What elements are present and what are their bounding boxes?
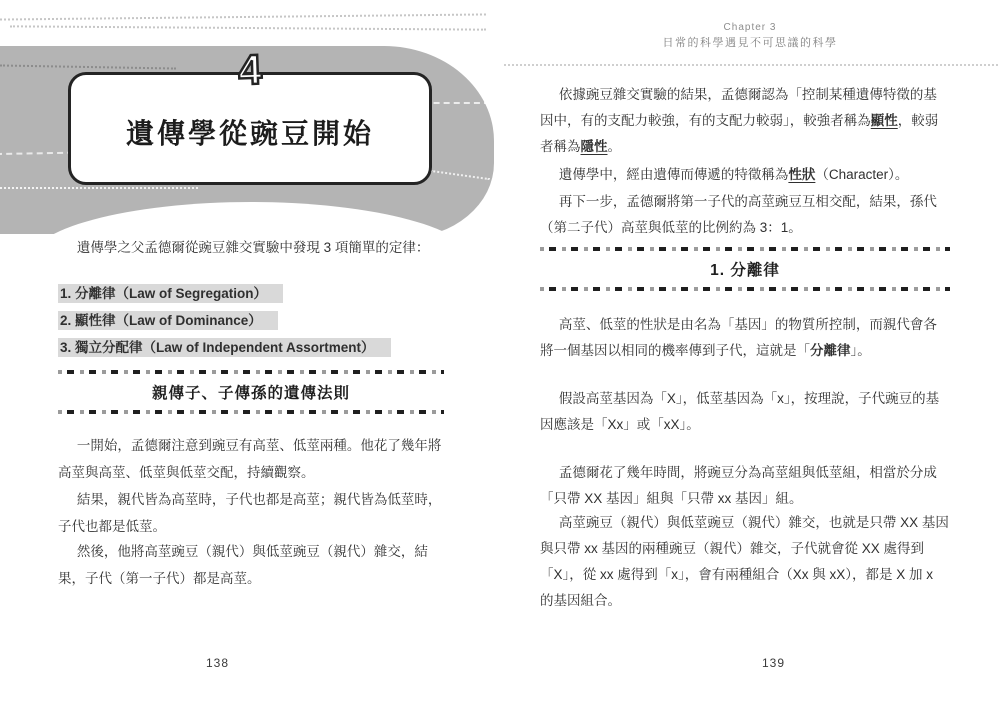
paragraph: 假設高莖基因為「X」，低莖基因為「x」，按理說，子代豌豆的基因應該是「Xx」或「xX」。 bbox=[540, 391, 940, 432]
paragraph bbox=[540, 162, 950, 188]
paragraph-segment: （Character）。 bbox=[815, 167, 909, 182]
running-header-chapter-label: Chapter 3 bbox=[723, 22, 777, 33]
law-item bbox=[58, 309, 444, 336]
chapter-number: 4 bbox=[237, 45, 263, 94]
law-item-label: 2. 顯性律（Law of Dominance） bbox=[58, 311, 278, 330]
paragraph-segment: 遺傳學中，經由遺傳而傳遞的特徵稱為 bbox=[558, 167, 789, 182]
paragraph: 再下一步，孟德爾將第一子代的高莖豌豆互相交配，結果，孫代（第二子代）高莖與低莖的比例約為 3：1。 bbox=[540, 194, 937, 235]
keyterm-segregation-law: 分離律 bbox=[810, 343, 851, 358]
running-header bbox=[500, 21, 1000, 51]
law-item-label: 3. 獨立分配律（Law of Independent Assortment） bbox=[58, 338, 391, 357]
law-item-label: 1. 分離律（Law of Segregation） bbox=[58, 284, 283, 303]
paragraph-segment: 高莖、低莖的性狀是由名為「基因」的物質所控制，而親代會各將一個基因以相同的機率傳到子代，這就是「 bbox=[540, 317, 937, 358]
dotted-texture-line bbox=[0, 13, 486, 20]
page-number: 138 bbox=[206, 656, 230, 670]
intro-paragraph: 遺傳學之父孟德爾從豌豆雜交實驗中發現 3 項簡單的定律： bbox=[76, 240, 430, 255]
paragraph-segment: 依據豌豆雜交實驗的結果，孟德爾認為「控制某種遺傳特徵的基因中，有的支配力較強，有的支配力較弱」，較強者稱為 bbox=[540, 87, 937, 128]
chapter-title-box bbox=[68, 45, 432, 185]
keyterm-character: 性狀 bbox=[788, 167, 816, 182]
chapter-title: 遺傳學從豌豆開始 bbox=[125, 117, 374, 149]
paragraph: 孟德爾花了幾年時間，將豌豆分為高莖組與低莖組，相當於分成「只帶 XX 基因」組與「只帶 xx 基因」組。 bbox=[540, 465, 937, 506]
paragraph-segment: ，較弱者稱為 bbox=[540, 113, 939, 154]
page-number: 139 bbox=[762, 656, 786, 670]
paragraph-segment: 」。 bbox=[850, 343, 871, 358]
right-page bbox=[500, 0, 1000, 716]
law-item bbox=[58, 282, 444, 309]
running-header-chapter-subtitle: 日常的科學遇見不可思議的科學 bbox=[662, 36, 838, 49]
section-heading: 親傳子、子傳孫的遺傳法則 bbox=[151, 385, 350, 402]
paragraph: 一開始，孟德爾注意到豌豆有高莖、低莖兩種。他花了幾年將高莖與高莖、低莖與低莖交配，持續觀察。 bbox=[58, 438, 442, 480]
keyterm-dominant: 顯性 bbox=[870, 113, 898, 128]
dashed-divider bbox=[540, 287, 950, 291]
law-list bbox=[58, 282, 444, 363]
section-heading-block bbox=[540, 247, 950, 291]
section-heading-block bbox=[58, 370, 444, 414]
law-item bbox=[58, 336, 444, 363]
dashed-divider bbox=[58, 410, 444, 414]
section-heading: 1. 分離律 bbox=[710, 262, 780, 279]
paragraph bbox=[540, 82, 950, 160]
paragraph-segment: 。 bbox=[607, 139, 621, 154]
paragraph: 結果，親代皆為高莖時，子代也都是高莖；親代皆為低莖時，子代也都是低莖。 bbox=[58, 492, 442, 534]
keyterm-recessive: 隱性 bbox=[580, 139, 608, 154]
paragraph: 然後，他將高莖豌豆（親代）與低莖豌豆（親代）雜交，結果，子代（第一子代）都是高莖。 bbox=[58, 544, 428, 586]
header-dotted-divider bbox=[504, 64, 998, 66]
dotted-texture-line bbox=[10, 25, 486, 30]
paragraph bbox=[540, 312, 950, 364]
paragraph: 高莖豌豆（親代）與低莖豌豆（親代）雜交，也就是只帶 XX 基因與只帶 xx 基因的兩種豌豆（親代）雜交，子代就會從 XX 處得到「X」，從 xx 處得到「x」，會有兩種組合（Xx 與 xX），都是 X 加 x 的基因組合。 bbox=[540, 515, 949, 608]
band-texture-line bbox=[0, 187, 198, 189]
